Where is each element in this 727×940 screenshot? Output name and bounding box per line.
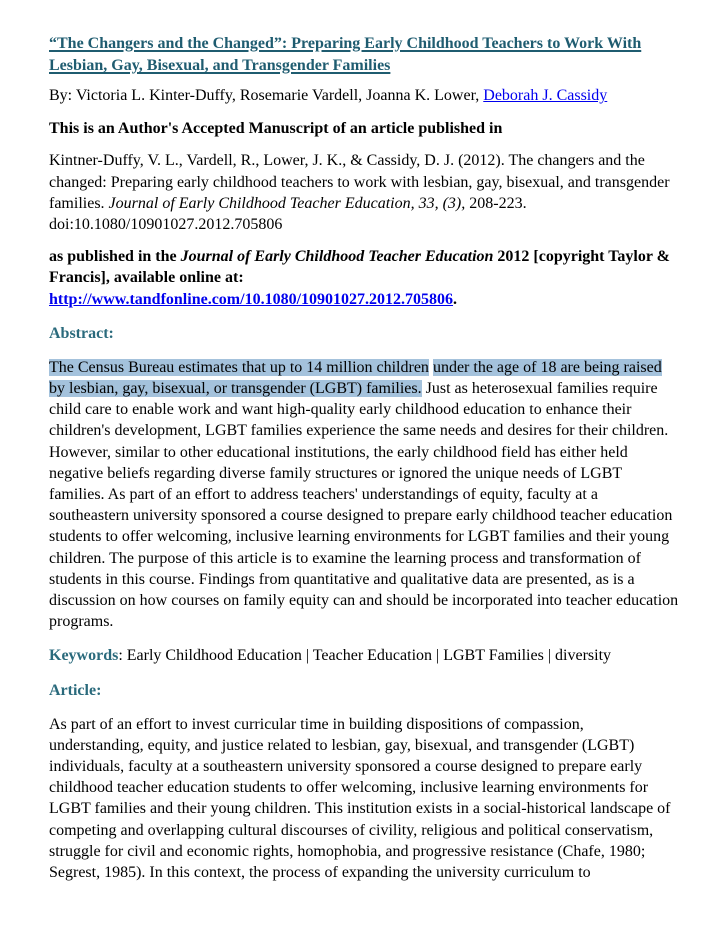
url-trailing-period: . [453, 290, 458, 308]
keywords-label: Keywords [49, 647, 119, 665]
citation [49, 150, 679, 235]
abstract-rest: Just as heterosexual families require child care to enable work and want high-quality early childhood education to enhance their children's development, LGBT families experience the same needs and desires for their children. However, similar to other educational institutions, the early childhood field has either held negative beliefs regarding diverse family structures or ignored the unique needs of LGBT families. As part of an effort to address teachers' understandings of equity, faculty at a southeastern university sponsored a course designed to prepare early childhood teacher education students to offer welcoming, inclusive learning environments for LGBT families and their young children. The purpose of this article is to examine the learning process and transformation of students in this course. Findings from quantitative and qualitative data are presented, as is a discussion on how courses on family equity can and should be incorporated into teacher education programs. [49, 380, 679, 631]
published-suffix: 2012 [copyright Taylor & Francis], available online at: [49, 248, 671, 287]
citation-pages-doi: 208-223. doi:10.1080/10901027.2012.705806 [49, 194, 527, 234]
article-heading: Article: [49, 681, 102, 699]
tandfonline-link[interactable]: http://www.tandfonline.com/10.1080/10901027.2012.705806 [49, 290, 454, 308]
byline-authors: By: Victoria L. Kinter-Duffy, Rosemarie Vardell, Joanna K. Lower, [49, 87, 484, 104]
keywords [49, 645, 679, 666]
citation-journal: Journal of Early Childhood Teacher Education, 33, (3), [108, 194, 466, 212]
abstract-highlight-1[interactable]: The Census Bureau estimates that up to 14 million children [49, 358, 429, 376]
abstract-heading: Abstract: [49, 324, 114, 342]
published-journal: Journal of Early Childhood Teacher Education [180, 248, 494, 266]
manuscript-note: This is an Author's Accepted Manuscript of an article published in [49, 120, 503, 138]
byline [49, 85, 679, 106]
published-prefix: as published in the [49, 248, 181, 266]
title-link[interactable]: “The Changers and the Changed”: Preparing Early Childhood Teachers to Work With Lesbian, Gay, Bisexual, and Transgender Families [49, 35, 642, 74]
citation-authors-title: Kintner-Duffy, V. L., Vardell, R., Lower, J. K., & Cassidy, D. J. (2012). The changers and the changed: Preparing early childhood teachers to work with lesbian, gay, bisexual, and transgender families. [49, 152, 670, 212]
document-title [49, 33, 679, 77]
abstract-text [49, 357, 679, 633]
author-link-deborah-cassidy[interactable]: Deborah J. Cassidy [483, 87, 608, 104]
article-body: As part of an effort to invest curricular time in building dispositions of compassion, understanding, equity, and justice related to lesbian, gay, bisexual, and transgender (LGBT) individuals, faculty at a southeastern university sponsored a course designed to prepare early childhood teacher education students to offer welcoming, inclusive learning environments for LGBT families and their young children. This institution exists in a social-historical landscape of competing and overlapping cultural discourses of civility, religious and political conservatism, struggle for civil and economic rights, homophobia, and progressive resistance (Chafe, 1980; Segrest, 1985). In this context, the process of expanding the university curriculum to [49, 715, 671, 882]
document-page [49, 33, 679, 883]
keywords-list: : Early Childhood Education | Teacher Education | LGBT Families | diversity [118, 647, 612, 665]
published-note [49, 246, 679, 310]
abstract-highlight-2[interactable]: under the age of 18 are being raised by lesbian, gay, bisexual, or transgender (LGBT) families. [49, 358, 662, 398]
